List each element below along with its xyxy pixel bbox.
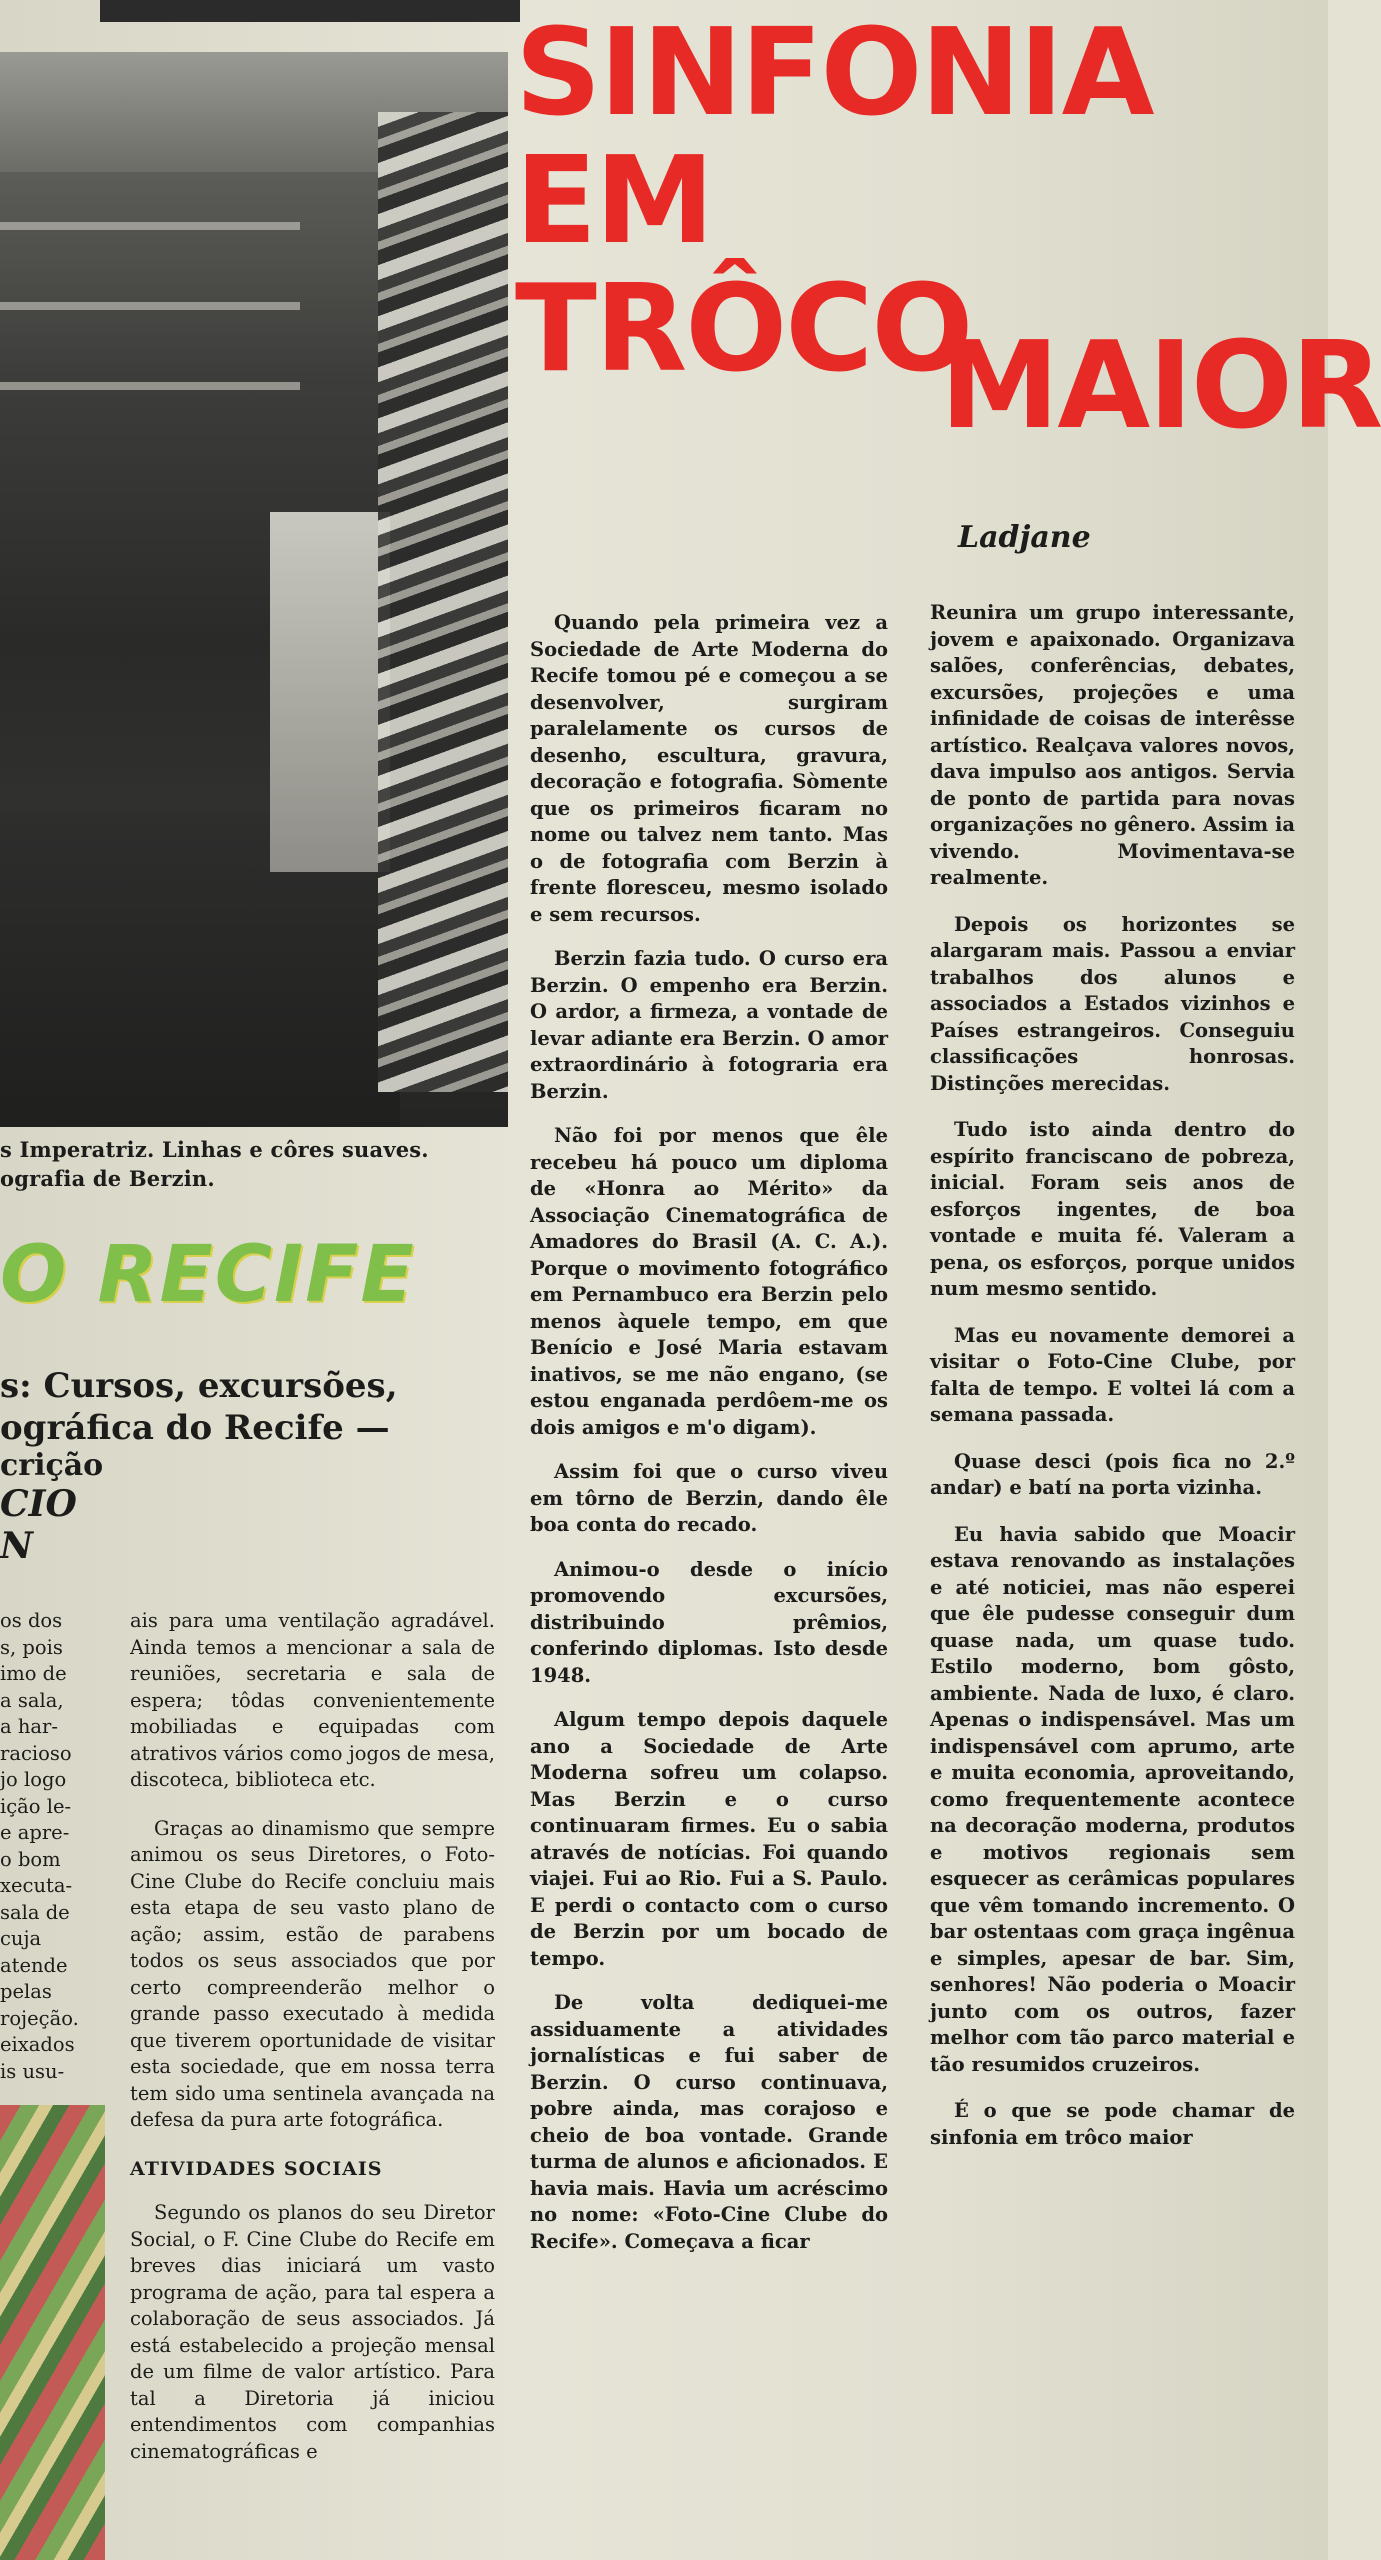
- fragment-line: ição le-: [0, 1794, 72, 1818]
- photo-shelf: [0, 222, 300, 230]
- section-subhead: ATIVIDADES SOCIAIS: [130, 2157, 383, 2180]
- body-paragraph: Berzin fazia tudo. O curso era Berzin. O empenho era Berzin. O ardor, a firmeza, a vontade de levar adiante era Berzin. O amor extraordinário à fotograria era Berzin.: [530, 947, 888, 1103]
- fragment-line: jo logo: [0, 1768, 67, 1791]
- headline-line: EM: [515, 132, 713, 271]
- fragment-line: cuja: [0, 1927, 42, 1950]
- photo-caption: [0, 1135, 508, 1193]
- body-paragraph: Depois os horizontes se alargaram mais. Passou a enviar trabalhos dos alunos e associados a Estados vizinhos e Países estrangeiros. Conseguiu classificações honrosas. Distinções merecidas.: [930, 912, 1295, 1095]
- fragment-line: sala de: [0, 1900, 70, 1924]
- body-paragraph: Algum tempo depois daquele ano a Sociedade de Arte Moderna sofreu um colapso. Mas Berzin e o curso continuaram firmes. Eu o sabia através de notícias. Foi quando viajei. Fui ao Rio. Fui a S. Paulo. E perdi o contacto com o curso de Berzin por um bocado de tempo.: [530, 1708, 888, 1970]
- body-paragraph: De volta dediquei-me assiduamente a atividades jornalísticas e fui saber de Berzin. O curso continuava, pobre ainda, mas corajoso e cheio de boa vontade. Grande turma de alunos e aficionados. E havia mais. Havia um acréscimo no nome: «Foto-Cine Clube do Recife». Começava a ficar: [530, 1991, 888, 2253]
- body-paragraph: Animou-o desde o início promovendo excursões, distribuindo prêmios, conferindo diplomas. Isto desde 1948.: [530, 1557, 888, 1687]
- deck-line: crição: [0, 1448, 104, 1483]
- photo-shelf: [0, 302, 300, 310]
- caption-line: s Imperatriz. Linhas e côres suaves.: [0, 1137, 429, 1162]
- body-paragraph: Mas eu novamente demorei a visitar o Foto-Cine Clube, por falta de tempo. E voltei lá com a semana passada.: [930, 1323, 1295, 1426]
- body-paragraph: Quase desci (pois fica no 2.º andar) e batí na porta vizinha.: [930, 1449, 1295, 1499]
- body-paragraph: Segundo os planos do seu Diretor Social, o F. Cine Clube do Recife em breves dias iniciará um vasto programa de ação, para tal espera a colaboração de seus associados. Já está estabelecido a projeção mensal de um filme de valor artístico. Para tal a Diretoria já iniciou entendimentos com companhias cinematográficas e: [130, 2201, 495, 2463]
- headline-line: MAIOR: [940, 317, 1381, 456]
- fragment-line: imo de: [0, 1662, 67, 1685]
- fragment-line: a har-: [0, 1715, 58, 1738]
- fragment-line: racioso: [0, 1741, 72, 1765]
- main-headline: [515, 4, 1381, 456]
- side-article-title: O RECIFE: [0, 1230, 416, 1320]
- body-paragraph: Reunira um grupo interessante, jovem e apaixonado. Organizava salões, conferências, debates, excursões, projeções e uma infinidade de coisas de interêsse artístico. Realçava valores novos, dava impulso aos antigos. Servia de ponto de partida para novas organizações no gênero. Assim ia vivendo. Movimentava-se realmente.: [930, 601, 1295, 889]
- body-paragraph: Quando pela primeira vez a Sociedade de Arte Moderna do Recife tomou pé e começou a se desenvolver, surgiram paralelamente os cursos de desenho, escultura, gravura, decoração e fotografia. Sòmente que os primeiros ficaram no nome ou talvez nem tanto. Mas o de fotografia com Berzin à frente floresceu, mesmo isolado e sem recursos.: [530, 611, 888, 926]
- deck-line: ográfica do Recife —: [0, 1408, 390, 1448]
- photo-door: [270, 512, 390, 872]
- body-paragraph: Eu havia sabido que Moacir estava renovando as instalações e até noticiei, mas não esperei que êle pudesse conseguir dum quase nada, um quase tudo. Estilo moderno, bom gôsto, ambiente. Nada de luxo, é claro. Apenas o indispensável. Mas um indispensável com aprumo, arte e muita economia, aproveitando, como frequentemente acontece na decoração moderna, produtos e motivos regionais sem esquecer as cerâmicas populares que vêm tomando incremento. O bar ostentaas com graça ingênua e simples, apesar de bar. Sim, senhores! Não poderia o Moacir junto com os outros, fazer melhor com tão parco material e tão resumidos cruzeiros.: [930, 1522, 1295, 2076]
- deck-line: s: Cursos, excursões,: [0, 1366, 398, 1406]
- interior-photo: [0, 52, 508, 1127]
- body-paragraph: ais para uma ventilação agradável. Ainda temos a mencionar a sala de reuniões, secretaria e sala de espera; tôdas convenientemente mobiliadas e equipadas com atrativos vários como jogos de mesa, discoteca, biblioteca etc.: [130, 1609, 495, 1791]
- body-paragraph: Tudo isto ainda dentro do espírito franciscano de pobreza, inicial. Foram seis anos de esforços ingentes, de boa vontade e muita fé. Valeram a pena, os esforços, porque unidos num mesmo sentido.: [930, 1118, 1295, 1300]
- fragment-line: e apre-: [0, 1821, 70, 1844]
- main-article-column-1: [530, 610, 888, 2273]
- side-article-deck: [0, 1365, 420, 1567]
- photo-shelf: [0, 382, 300, 390]
- fragment-line: os dos: [0, 1609, 63, 1632]
- fragment-line: rojeção.: [0, 2006, 79, 2030]
- fragment-line: is usu-: [0, 2059, 65, 2083]
- fragment-line: s, pois: [0, 1635, 63, 1659]
- author-byline: Ladjane: [958, 520, 1091, 555]
- side-column-fragments: [0, 1608, 112, 2085]
- caption-line: ografia de Berzin.: [0, 1166, 215, 1191]
- fragment-line: atende: [0, 1953, 68, 1977]
- top-border: [100, 0, 520, 22]
- body-paragraph: É o que se pode chamar de sinfonia em trôco maior: [930, 2099, 1295, 2149]
- secondary-photo: [0, 2105, 105, 2560]
- main-article-column-2: [930, 600, 1295, 2171]
- body-paragraph: Assim foi que o curso viveu em tôrno de Berzin, dando êle boa conta do recado.: [530, 1460, 888, 1536]
- body-paragraph: Não foi por menos que êle recebeu há pouco um diploma de «Honra ao Mérito» da Associação Cinematográfica de Amadores do Brasil (A. C. A.). Porque o movimento fotográfico em Pernambuco era Berzin pelo menos àquele tempo, em que Benício e José Maria estavam inativos, se me não engano, (se estou enganada perdôem-me os dois amigos e m'o digam).: [530, 1124, 888, 1439]
- fragment-line: pelas: [0, 1980, 52, 2003]
- fragment-line: a sala,: [0, 1688, 64, 1712]
- photo-curtain: [378, 112, 508, 1092]
- deck-line: N: [0, 1525, 33, 1567]
- side-article-body: [130, 1608, 495, 2487]
- fragment-line: o bom: [0, 1847, 61, 1871]
- headline-line: TRÔCO: [515, 260, 972, 399]
- fragment-line: eixados: [0, 2033, 75, 2056]
- deck-line: CIO: [0, 1483, 77, 1525]
- body-paragraph: Graças ao dinamismo que sempre animou os seus Diretores, o Foto-Cine Clube do Recife concluiu mais esta etapa de seu vasto plano de ação; assim, estão de parabens todos os seus associados que por certo compreenderão melhor o grande passo executado à medida que tiverem oportunidade de visitar esta sociedade, que em nossa terra tem sido uma sentinela avançada na defesa da pura arte fotográfica.: [130, 1816, 495, 2131]
- fragment-line: xecuta-: [0, 1874, 73, 1897]
- headline-line: SINFONIA: [515, 4, 1153, 143]
